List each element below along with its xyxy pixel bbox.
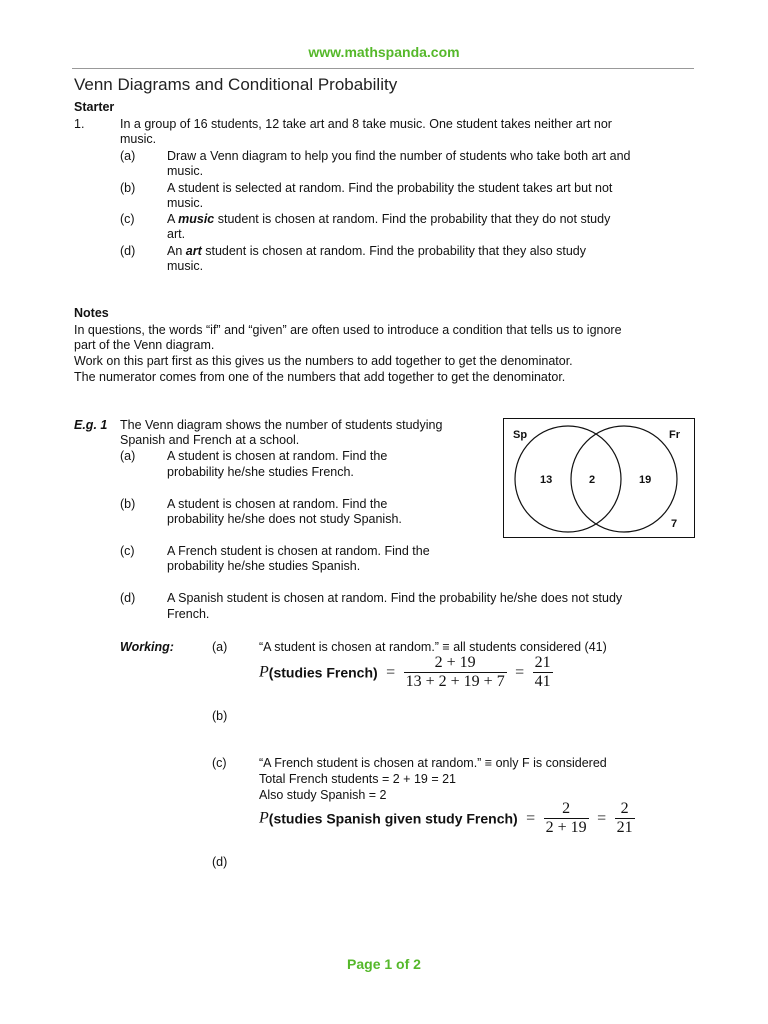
example-label: E.g. 1	[74, 418, 108, 432]
question-text: In a group of 16 students, 12 take art and 8 take music. One student takes neither art nor	[120, 117, 612, 131]
part-text: An art student is chosen at random. Find the probability that they also study	[167, 244, 586, 258]
working-d-label: (d)	[212, 855, 228, 869]
part-label: (c)	[120, 544, 135, 558]
part-label: (c)	[120, 212, 135, 226]
part-text: A music student is chosen at random. Find the probability that they do not study	[167, 212, 611, 226]
part-text-cont: art.	[167, 227, 186, 241]
part-label: (d)	[120, 244, 136, 258]
venn-diagram	[503, 418, 695, 538]
part-text: A Spanish student is chosen at random. Find the probability he/she does not study	[167, 591, 623, 605]
starter-heading: Starter	[74, 100, 115, 114]
venn-value-spanish-only: 13	[540, 474, 553, 486]
part-label: (d)	[120, 591, 136, 605]
part-text-cont: French.	[167, 607, 210, 621]
part-text: A student is chosen at random. Find the	[167, 497, 388, 511]
site-url[interactable]: www.mathspanda.com	[308, 44, 460, 60]
part-text-cont: music.	[167, 259, 204, 273]
page-number: Page 1 of 2	[347, 956, 421, 972]
part-label: (b)	[120, 181, 136, 195]
venn-value-french-only: 19	[639, 474, 652, 486]
part-text: A student is chosen at random. Find the	[167, 449, 388, 463]
emphasis-music: music	[178, 212, 215, 226]
part-text-cont: probability he/she studies Spanish.	[167, 559, 361, 573]
part-text: A student is selected at random. Find the probability the student takes art but not	[167, 181, 613, 195]
part-label: (b)	[120, 497, 136, 511]
part-text-cont: music.	[167, 164, 204, 178]
header-rule	[72, 68, 694, 69]
part-text-cont: probability he/she does not study Spanish.	[167, 512, 402, 526]
example-intro: The Venn diagram shows the number of students studying	[120, 418, 443, 432]
emphasis-art: art	[185, 244, 202, 258]
part-text: Draw a Venn diagram to help you find the number of students who take both art and	[167, 149, 631, 163]
venn-circle-french	[571, 426, 677, 532]
part-text-cont: probability he/she studies French.	[167, 465, 354, 479]
question-text-cont: music.	[120, 132, 157, 146]
working-a-text: “A student is chosen at random.” ≡ all students considered (41)	[259, 640, 607, 654]
notes-line: In questions, the words “if” and “given” are often used to introduce a condition that tells us to ignore	[74, 323, 622, 337]
event-spanish-given-french: (studies Spanish given study French)	[268, 810, 518, 827]
part-label: (a)	[120, 149, 136, 163]
example-intro-cont: Spanish and French at a school.	[120, 433, 300, 447]
working-c-formula: P(studies Spanish given study French) = $\frac{2}{2 + 19}$ = $\frac{2}{21}$	[259, 800, 633, 836]
working-a-formula: P(studies French) = $\frac{2 + 19}{13 + 2 + 19 + 7}$ = $\frac{21}{41}$	[259, 654, 551, 690]
working-c-total: Total French students = 2 + 19 = 21	[259, 772, 457, 786]
notes-heading: Notes	[74, 306, 109, 320]
notes-line: The numerator comes from one of the numbers that add together to get the denominator.	[74, 370, 566, 384]
working-c-also: Also study Spanish = 2	[259, 788, 387, 802]
working-a-label: (a)	[212, 640, 228, 654]
part-label: (a)	[120, 449, 136, 463]
question-number: 1.	[74, 117, 85, 131]
venn-circle-spanish	[515, 426, 621, 532]
part-text: A French student is chosen at random. Find the	[167, 544, 430, 558]
page-title: Venn Diagrams and Conditional Probability	[74, 75, 398, 94]
working-c-label: (c)	[212, 756, 227, 770]
venn-label-spanish: Sp	[513, 429, 528, 441]
fraction-c-result: $\frac{2}{21}$	[616, 800, 633, 836]
notes-line: Work on this part first as this gives us the numbers to add together to get the denominator.	[74, 354, 573, 368]
venn-value-both: 2	[589, 474, 596, 486]
venn-label-french: Fr	[669, 429, 680, 441]
part-text-cont: music.	[167, 196, 204, 210]
working-label: Working:	[120, 640, 174, 654]
venn-value-neither: 7	[671, 518, 678, 530]
working-b-label: (b)	[212, 709, 228, 723]
working-c-text: “A French student is chosen at random.” ≡ only F is considered	[259, 756, 607, 770]
fraction-a-result: $\frac{21}{41}$	[534, 654, 551, 690]
notes-line: part of the Venn diagram.	[74, 338, 215, 352]
event-studies-french: (studies French)	[268, 664, 378, 681]
fraction-a: $\frac{2 + 19}{13 + 2 + 19 + 7}$	[405, 654, 505, 690]
fraction-c: $\frac{2}{2 + 19}$	[545, 800, 587, 836]
